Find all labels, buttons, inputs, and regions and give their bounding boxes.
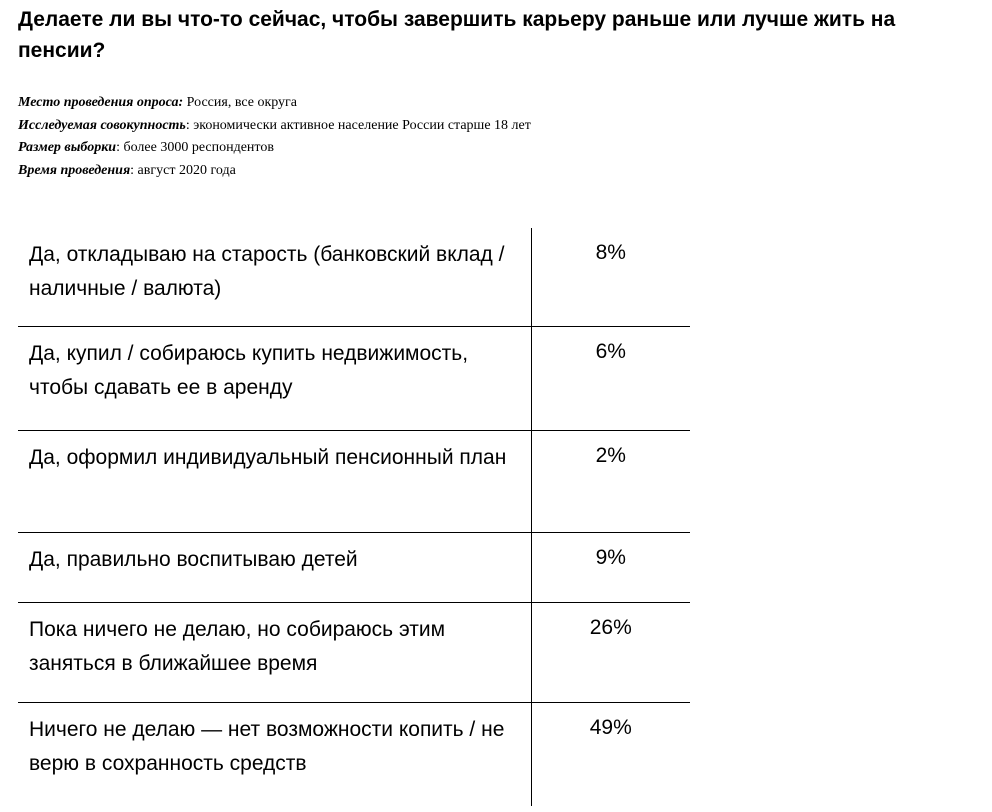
meta-location-key: Место проведения опроса: bbox=[18, 95, 184, 110]
survey-title: Делаете ли вы что-то сейчас, чтобы завершить карьеру раньше или лучше жить на пенсии? bbox=[18, 8, 896, 62]
meta-period bbox=[18, 160, 918, 183]
meta-sample-size bbox=[18, 137, 918, 160]
meta-population-key: Исследуемая совокупность bbox=[18, 117, 186, 133]
table-row bbox=[18, 326, 690, 430]
survey-meta bbox=[18, 92, 918, 182]
meta-period-value: : август 2020 года bbox=[130, 162, 236, 178]
answer-label: Пока ничего не делаю, но собираюсь этим заняться в ближайшее время bbox=[18, 602, 531, 702]
meta-population bbox=[18, 115, 918, 138]
table-row bbox=[18, 602, 690, 702]
meta-sample-size-value: : более 3000 респондентов bbox=[116, 140, 274, 155]
answer-label: Да, правильно воспитываю детей bbox=[18, 532, 531, 602]
table-row bbox=[18, 228, 690, 326]
meta-location bbox=[18, 92, 918, 115]
answer-percent: 49% bbox=[531, 702, 690, 806]
answer-percent: 26% bbox=[531, 602, 690, 702]
table-row bbox=[18, 702, 690, 806]
answer-label: Да, оформил индивидуальный пенсионный план bbox=[18, 430, 531, 532]
table-row bbox=[18, 430, 690, 532]
answer-percent: 2% bbox=[531, 430, 690, 532]
answer-percent: 8% bbox=[595, 241, 626, 264]
meta-period-key: Время проведения bbox=[18, 162, 131, 178]
answer-label: Да, откладываю на старость (банковский вклад / наличные / валюта) bbox=[18, 228, 531, 326]
answer-label: Да, купил / собираюсь купить недвижимость, чтобы сдавать ее в аренду bbox=[18, 326, 531, 430]
answer-label: Ничего не делаю — нет возможности копить / не верю в сохранность средств bbox=[18, 702, 531, 806]
meta-location-value: Россия, все округа bbox=[183, 95, 298, 110]
meta-population-value: : экономически активное население России старше 18 лет bbox=[185, 117, 531, 133]
meta-sample-size-key: Размер выборки bbox=[18, 140, 117, 155]
answer-percent: 6% bbox=[531, 326, 690, 430]
table-row bbox=[18, 532, 690, 602]
answer-percent: 9% bbox=[531, 532, 690, 602]
results-table bbox=[18, 228, 690, 806]
